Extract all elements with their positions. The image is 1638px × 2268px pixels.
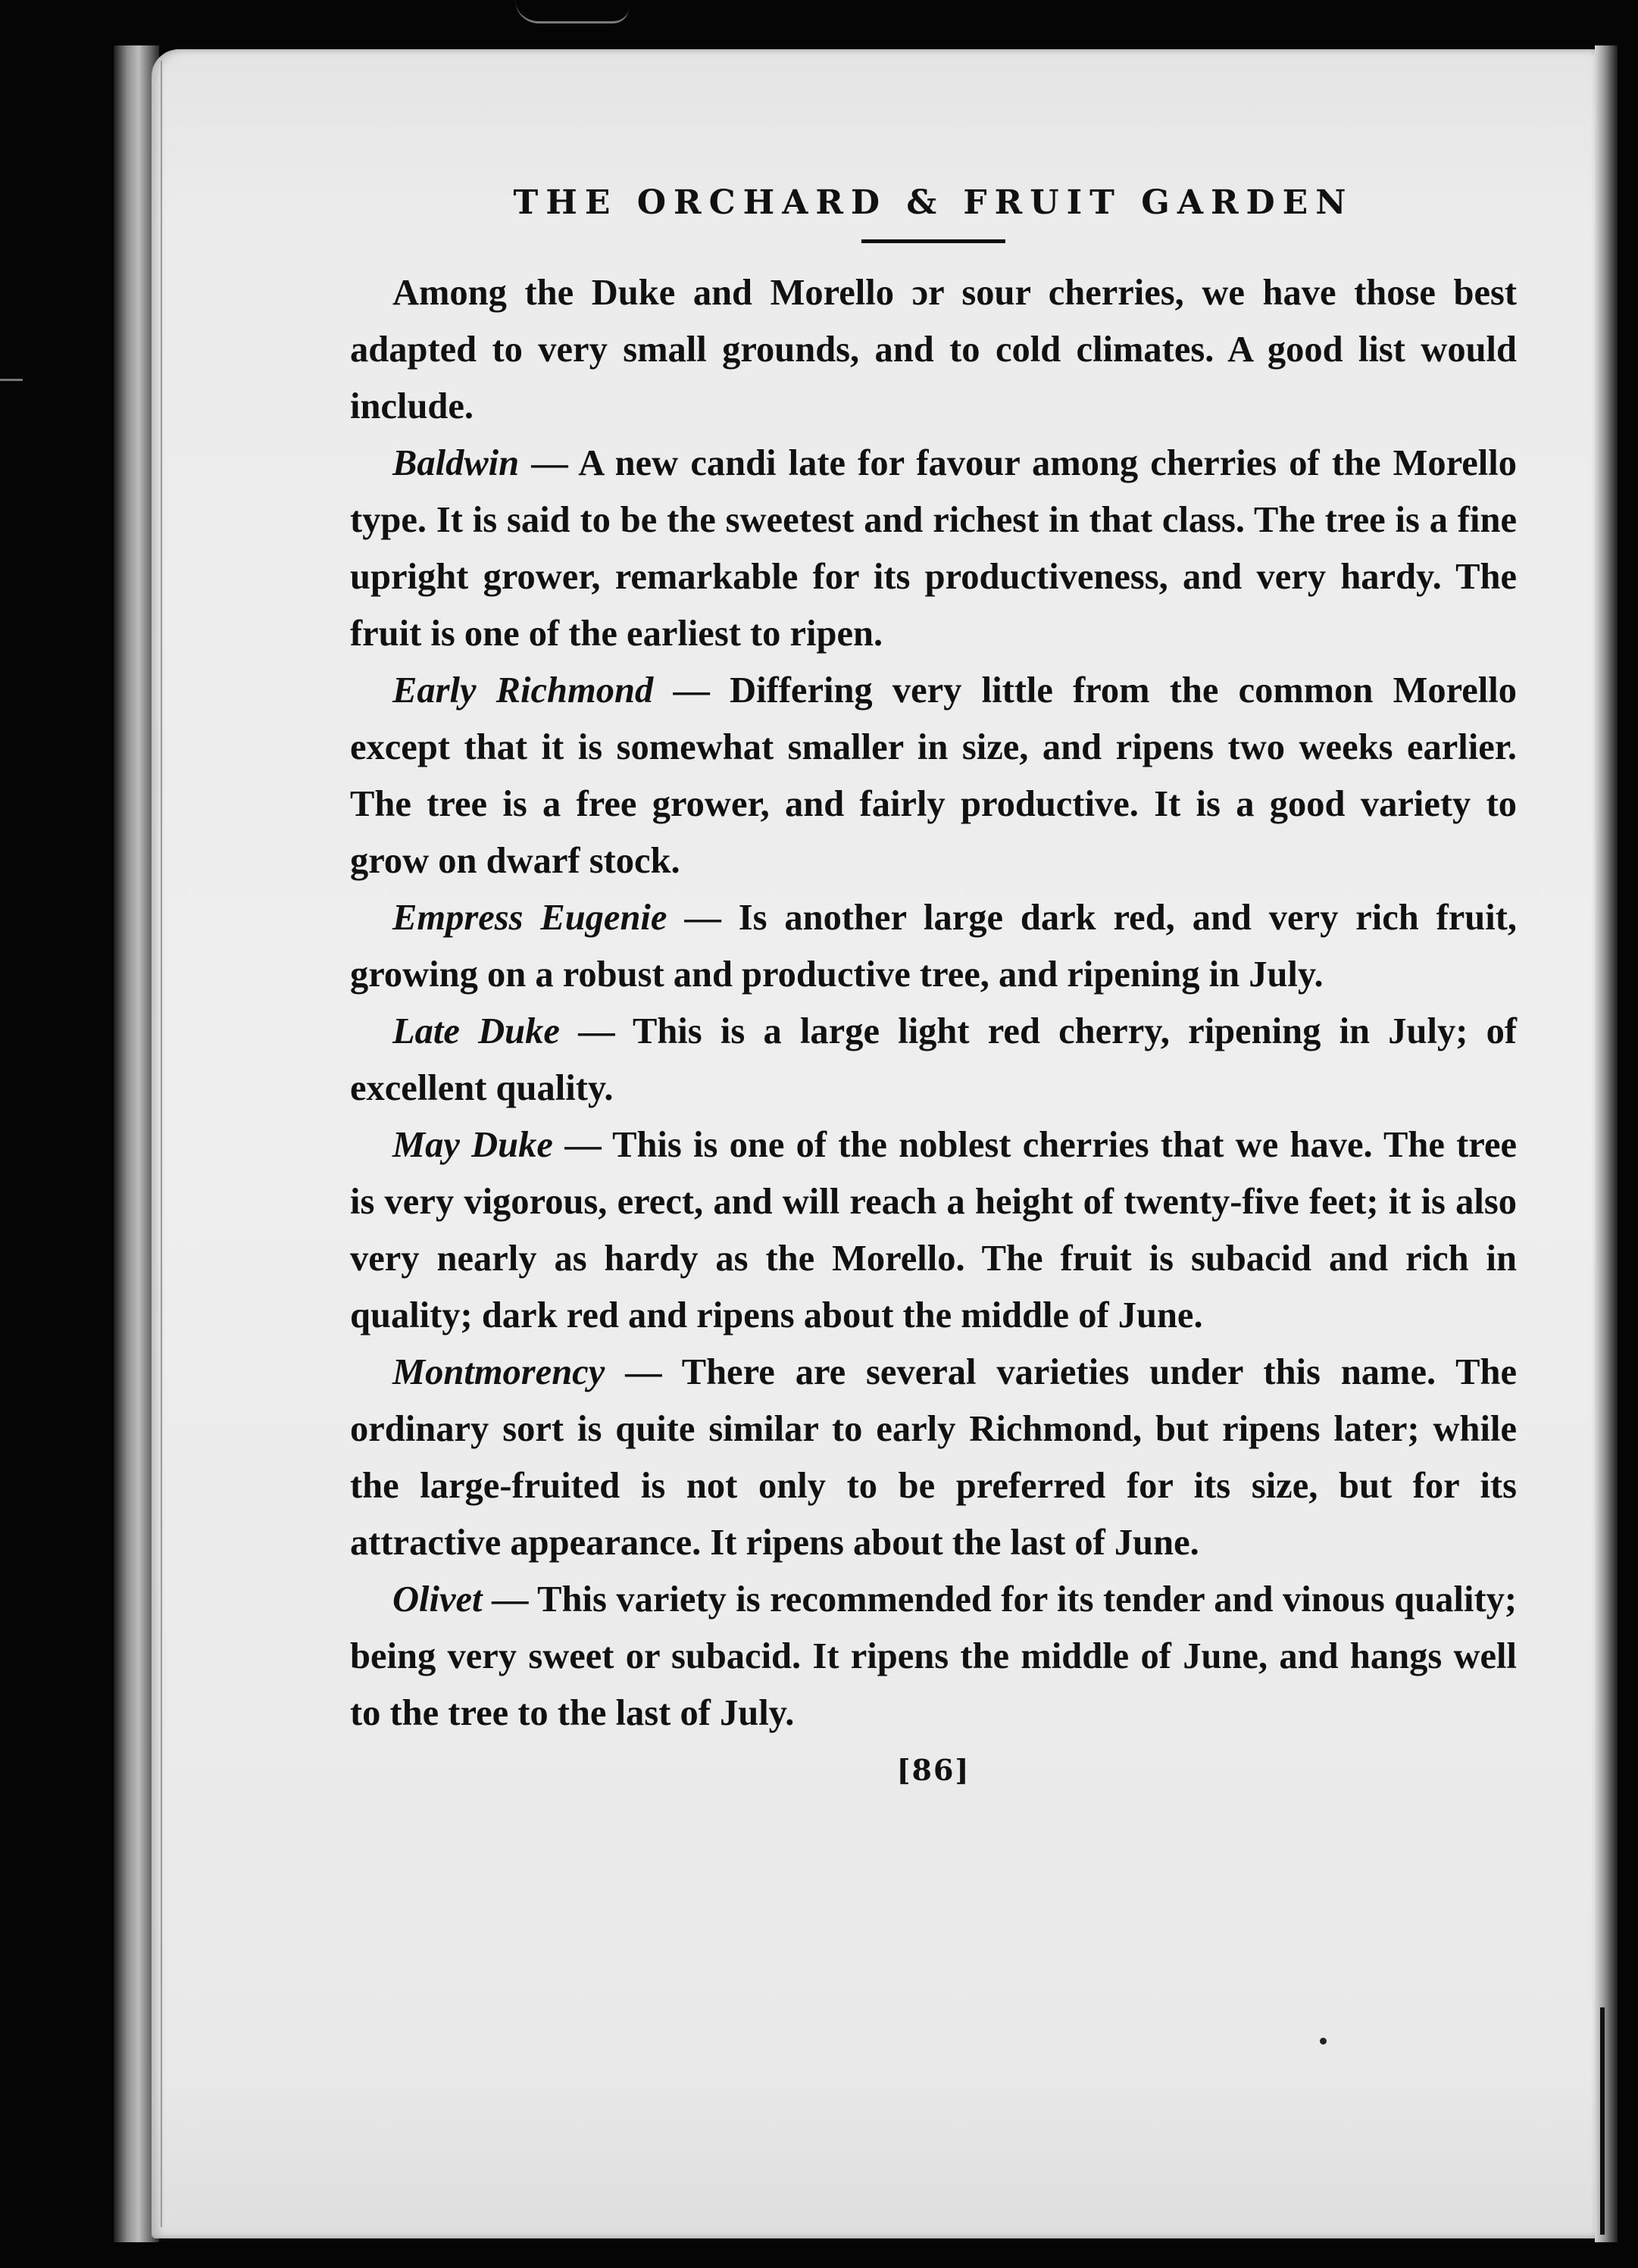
head-rule	[861, 239, 1005, 243]
variety-name: Early Richmond	[392, 670, 654, 711]
entry-text: A new candi late for favour among cherries of the Morello type. It is said to be the sweetest and richest in that class. The tree is a fine upright grower, remarkable for its productiveness, and very hardy. The fruit is one of the earliest to ripen.	[350, 443, 1517, 654]
scan-artifact-scratch	[515, 0, 629, 23]
entry-separator: —	[519, 443, 579, 483]
entry-text: This variety is recommended for its tender and vinous quality; being very sweet or subacid. It ripens the middle of June, and hangs well to the tree to the last of July.	[350, 1579, 1517, 1733]
entry-text: This is one of the noblest cherries that we have. The tree is very vigorous, erect, and will reach a height of twenty-five feet; it is also very nearly as hardy as the Morello. The fruit is subacid and rich in quality; dark red and ripens about the middle of June.	[350, 1125, 1517, 1335]
variety-name: Late Duke	[392, 1011, 560, 1051]
entry-paragraph	[350, 889, 1517, 1003]
variety-name: Montmorency	[392, 1352, 605, 1392]
scan-artifact-dot	[1320, 2038, 1327, 2045]
variety-name: Olivet	[392, 1579, 483, 1620]
entry-paragraph	[350, 435, 1517, 662]
variety-name: May Duke	[392, 1125, 553, 1165]
running-head: THE ORCHARD & FRUIT GARDEN	[513, 183, 1354, 222]
entry-paragraph	[350, 1117, 1517, 1344]
entry-separator: —	[605, 1352, 682, 1392]
intro-paragraph: Among the Duke and Morello ɔr sour cherries, we have those best adapted to very small grounds, and to cold climates. A good list would include.	[350, 273, 1517, 426]
entry-text: Differing very little from the common Morello except that it is somewhat smaller in size, and ripens two weeks earlier. The tree is a free grower, and fairly productive. It is a good variety to grow on dwarf stock.	[350, 670, 1517, 881]
entry-separator: —	[653, 670, 730, 711]
entry-paragraph	[350, 1571, 1517, 1742]
scan-artifact-bar	[1600, 2007, 1605, 2235]
entry-text: This is a large light red cherry, ripening in July; of excellent quality.	[350, 1011, 1517, 1108]
page-number: [86]	[896, 1753, 971, 1787]
entry-text: There are several varieties under this name. The ordinary sort is quite similar to early Richmond, but ripens later; while the large-fruited is not only to be preferred for its size, but for its attractive appearance. It ripens about the last of June.	[350, 1352, 1518, 1563]
entry-separator: —	[552, 1125, 613, 1165]
entry-separator: —	[482, 1579, 538, 1620]
book-right-edge	[1595, 45, 1618, 2242]
page-gutter-line	[161, 61, 162, 2227]
page-body	[350, 264, 1517, 1742]
entry-separator: —	[559, 1011, 633, 1051]
entry-paragraph	[350, 1003, 1517, 1117]
entry-separator: —	[667, 898, 739, 938]
entry-paragraph	[350, 1344, 1517, 1571]
entry-paragraph	[350, 662, 1517, 889]
variety-name: Empress Eugenie	[392, 898, 667, 938]
entry-text: Is another large dark red, and very rich fruit, growing on a robust and productive tree, and ripening in July.	[350, 898, 1518, 995]
scan-artifact-mark	[0, 379, 23, 389]
page-text-block	[350, 180, 1517, 1793]
variety-name: Baldwin	[392, 443, 520, 483]
